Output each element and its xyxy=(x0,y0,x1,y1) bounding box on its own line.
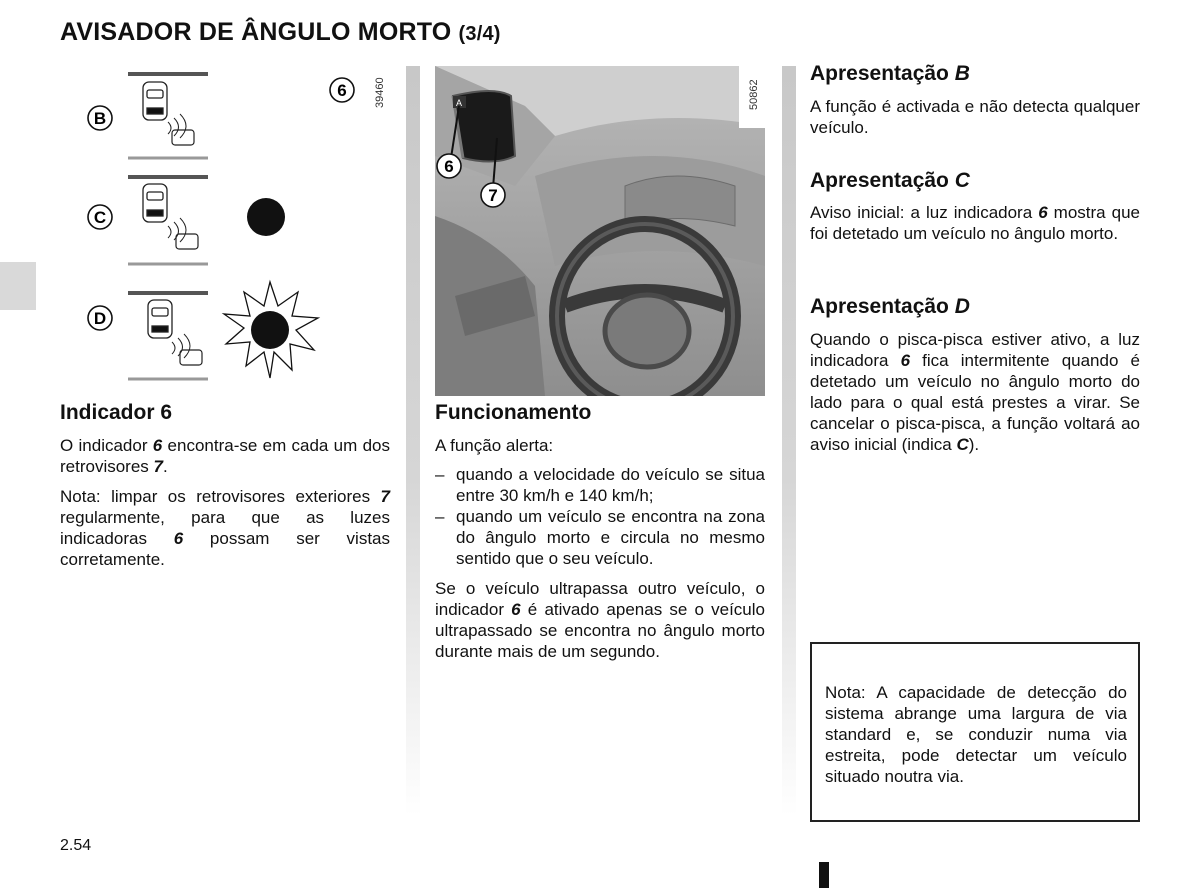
label-b-circle xyxy=(88,106,112,130)
callout-7-circle xyxy=(481,183,505,207)
page-title-text: AVISADOR DE ÂNGULO MORTO xyxy=(60,18,452,46)
paragraph-apresentacao-d: Quando o pisca-pisca estiver ativo, a luz indicadora 6 fica intermitente quando é detetado um veículo no ângulo morto do lado para o qual está prestes a virar. Se cancelar o pisca-pisca, a função voltará ao aviso inicial (indica C). xyxy=(810,330,1140,454)
callout-6-circle xyxy=(330,78,354,102)
own-car-icon xyxy=(143,184,167,222)
column-separator-2 xyxy=(782,66,796,816)
column-separator-1 xyxy=(406,66,420,816)
other-car-icon xyxy=(168,218,198,249)
callout-6-circle xyxy=(437,154,461,178)
own-car-icon xyxy=(148,300,172,338)
note-box xyxy=(810,642,1140,822)
heading-funcionamento: Funcionamento xyxy=(435,401,592,424)
alert-conditions-list xyxy=(435,464,765,569)
blind-spot-diagram xyxy=(60,60,400,390)
callout-7-photo: 7 xyxy=(488,186,498,205)
paragraph-indicator-location: O indicador 6 encontra-se em cada um dos retrovisores 7. xyxy=(60,436,390,476)
figure-code-50862: 50862 xyxy=(748,79,760,110)
label-c-circle xyxy=(88,205,112,229)
list-item: – quando a velocidade do veículo se situa entre 30 km/h e 140 km/h; xyxy=(435,465,765,505)
heading-apresentacao-c: Apresentação C xyxy=(810,169,970,192)
page-number: 2.54 xyxy=(60,837,92,854)
section-tab xyxy=(0,262,36,310)
paragraph-apresentacao-c: Aviso inicial: a luz indicadora 6 mostra que foi detetado um veículo no ângulo morto. xyxy=(810,203,1140,243)
indicator-light-flashing xyxy=(224,282,318,378)
label-d-circle xyxy=(88,306,112,330)
list-item: – quando um veículo se encontra na zona do ângulo morto e circula no mesmo sentido que o seu veículo. xyxy=(435,507,765,568)
paragraph-alert-intro: A função alerta: xyxy=(435,436,554,455)
own-car-icon xyxy=(143,82,167,120)
callout-6-text: 6 xyxy=(337,81,347,100)
figure-code-39460: 39460 xyxy=(374,77,386,108)
page-title-part: (3/4) xyxy=(458,23,501,45)
other-car-icon xyxy=(168,114,194,145)
page-edge-marker xyxy=(819,862,829,888)
heading-apresentacao-d: Apresentação D xyxy=(810,295,970,318)
paragraph-cleaning-note: Nota: limpar os retrovisores exteriores 7 regularmente, para que as luzes indicadoras 6 possam ser vistas corretamente. xyxy=(60,487,391,569)
side-mirror xyxy=(453,91,515,162)
label-c-text: C xyxy=(93,208,107,227)
paragraph-apresentacao-b: A função é activada e não detecta qualquer veículo. xyxy=(810,97,1140,137)
heading-apresentacao-b: Apresentação B xyxy=(810,62,970,85)
label-b-text: B xyxy=(93,109,107,128)
label-d-text: D xyxy=(93,309,107,328)
mirror-badge: A xyxy=(455,98,463,108)
page-title xyxy=(60,18,501,47)
heading-indicador: Indicador 6 xyxy=(60,401,173,424)
indicator-light-steady xyxy=(247,198,285,236)
callout-6-photo: 6 xyxy=(444,157,454,176)
paragraph-overtaking: Se o veículo ultrapassa outro veículo, o indicador 6 é ativado apenas se o veículo ultrapassado se encontra no ângulo morto durante mais de um segundo. xyxy=(435,579,765,661)
cockpit-photo xyxy=(435,66,765,396)
note-text: Nota: A capacidade de detecção do sistema abrange uma largura de via standard e, se conduzir numa via estreita, pode detectar um veículo situado noutra via. xyxy=(825,683,1127,786)
other-car-icon xyxy=(172,334,202,365)
